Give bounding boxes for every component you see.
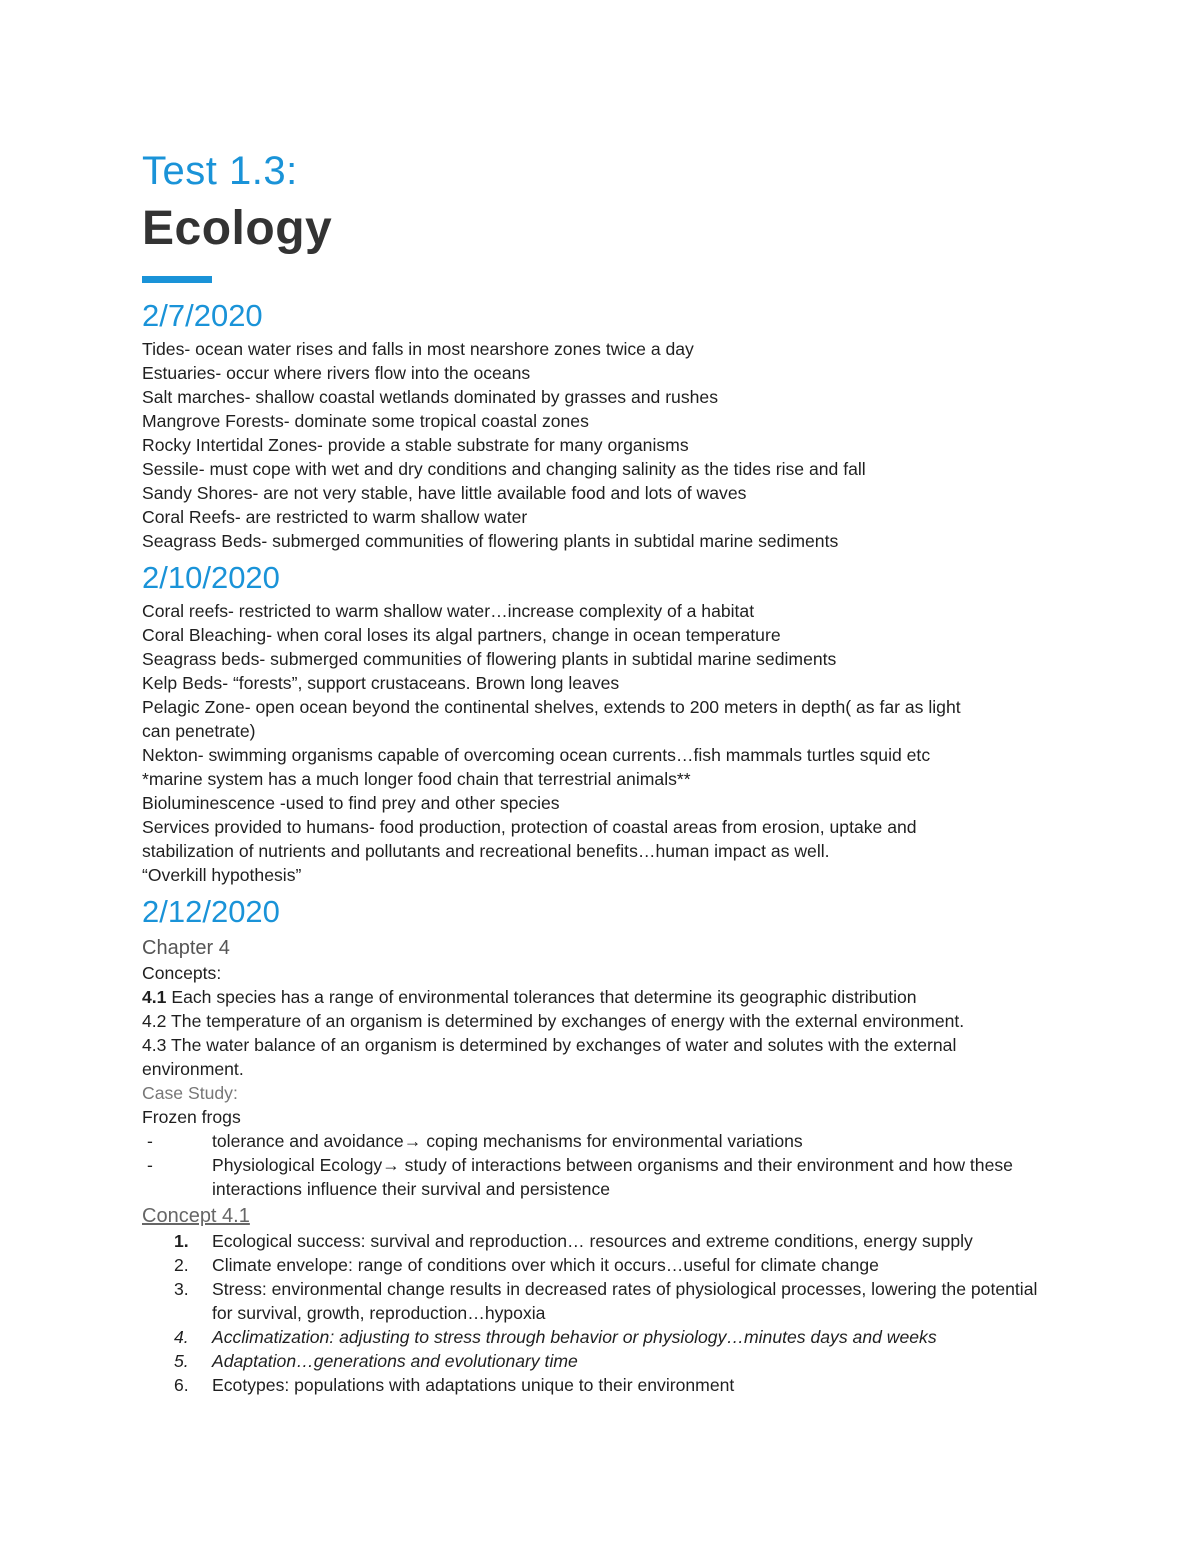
list-item xyxy=(142,1325,1062,1349)
note-line: Seagrass beds- submerged communities of flowering plants in subtidal marine sediments xyxy=(142,649,837,669)
note-line: Salt marches- shallow coastal wetlands dominated by grasses and rushes xyxy=(142,387,718,407)
list-number: 1. xyxy=(174,1231,189,1251)
document-title: Ecology xyxy=(142,202,333,255)
list-item xyxy=(142,1277,1062,1325)
concept-continuation: environment. xyxy=(142,1059,244,1079)
concept-line xyxy=(142,985,1062,1009)
note-line: stabilization of nutrients and pollutants and recreational benefits…human impact as well. xyxy=(142,841,830,861)
list-item-text: Ecological success: survival and reproduction… resources and extreme conditions, energy supply xyxy=(212,1231,973,1251)
note-line: Bioluminescence -used to find prey and other species xyxy=(142,793,560,813)
section-date-1: 2/7/2020 xyxy=(142,298,263,333)
note-line: Coral Bleaching- when coral loses its algal partners, change in ocean temperature xyxy=(142,625,781,645)
case-study-label: Case Study: xyxy=(142,1083,238,1103)
title-accent-rule xyxy=(142,276,212,283)
concept-text: The temperature of an organism is determined by exchanges of energy with the external environment. xyxy=(166,1011,965,1031)
note-line: Estuaries- occur where rivers flow into the oceans xyxy=(142,363,531,383)
note-line: Rocky Intertidal Zones- provide a stable substrate for many organisms xyxy=(142,435,689,455)
note-line: Seagrass Beds- submerged communities of flowering plants in subtidal marine sediments xyxy=(142,531,839,551)
note-line: can penetrate) xyxy=(142,721,256,741)
note-line: Services provided to humans- food production, protection of coastal areas from erosion, uptake and xyxy=(142,817,917,837)
concept-number: 4.2 xyxy=(142,1011,167,1031)
note-line: Mangrove Forests- dominate some tropical coastal zones xyxy=(142,411,589,431)
document-kicker: Test 1.3: xyxy=(142,149,298,193)
concept-number: 4.1 xyxy=(142,987,167,1007)
note-line: Coral Reefs- are restricted to warm shallow water xyxy=(142,507,528,527)
concepts-label: Concepts: xyxy=(142,963,222,983)
list-item xyxy=(142,1153,1062,1201)
list-item xyxy=(142,1349,1062,1373)
section-date-3: 2/12/2020 xyxy=(142,894,280,929)
list-number: 6. xyxy=(174,1375,189,1395)
chapter-heading: Chapter 4 xyxy=(142,937,230,959)
note-line: Nekton- swimming organisms capable of overcoming ocean currents…fish mammals turtles squid etc xyxy=(142,745,931,765)
concept-line xyxy=(142,1009,1062,1033)
list-item-text: Ecotypes: populations with adaptations unique to their environment xyxy=(212,1375,735,1395)
list-item xyxy=(142,1129,1062,1153)
note-line: Kelp Beds- “forests”, support crustaceans. Brown long leaves xyxy=(142,673,620,693)
list-item xyxy=(142,1229,1062,1253)
case-study-list xyxy=(142,1129,1062,1201)
concept-text: The water balance of an organism is determined by exchanges of water and solutes with the external xyxy=(166,1035,957,1055)
concept-heading: Concept 4.1 xyxy=(142,1205,250,1227)
list-item-text: tolerance and avoidance→ coping mechanisms for environmental variations xyxy=(212,1131,803,1151)
list-number: 4. xyxy=(174,1327,189,1347)
list-item xyxy=(142,1253,1062,1277)
note-line: Pelagic Zone- open ocean beyond the continental shelves, extends to 200 meters in depth( as far as light xyxy=(142,697,961,717)
list-dash: - xyxy=(147,1131,153,1151)
case-study-title: Frozen frogs xyxy=(142,1107,241,1127)
list-item xyxy=(142,1373,1062,1397)
list-item-text: Stress: environmental change results in decreased rates of physiological processes, lowering the potential for survival, growth, reproduction…hypoxia xyxy=(212,1279,1038,1323)
concept-number: 4.3 xyxy=(142,1035,167,1055)
concept-text: Each species has a range of environmental tolerances that determine its geographic distribution xyxy=(166,987,917,1007)
list-item-text: Acclimatization: adjusting to stress through behavior or physiology…minutes days and weeks xyxy=(212,1327,937,1347)
list-number: 3. xyxy=(174,1279,189,1299)
note-line: Sessile- must cope with wet and dry conditions and changing salinity as the tides rise and fall xyxy=(142,459,866,479)
note-line: “Overkill hypothesis” xyxy=(142,865,302,885)
list-number: 5. xyxy=(174,1351,189,1371)
note-line: Tides- ocean water rises and falls in most nearshore zones twice a day xyxy=(142,339,694,359)
note-line: Coral reefs- restricted to warm shallow water…increase complexity of a habitat xyxy=(142,601,755,621)
list-item-text: Adaptation…generations and evolutionary time xyxy=(212,1351,578,1371)
list-item-text: Physiological Ecology→ study of interactions between organisms and their environment and how these interactions influence their survival and persistence xyxy=(212,1155,1013,1199)
concept-numbered-list xyxy=(142,1229,1062,1397)
section-1-notes xyxy=(142,337,1062,553)
note-line: Sandy Shores- are not very stable, have little available food and lots of waves xyxy=(142,483,747,503)
list-dash: - xyxy=(147,1155,153,1175)
list-number: 2. xyxy=(174,1255,189,1275)
document-content xyxy=(142,148,1062,1397)
concept-line xyxy=(142,1033,1062,1057)
section-2-notes xyxy=(142,599,1062,887)
note-line: *marine system has a much longer food chain that terrestrial animals** xyxy=(142,769,691,789)
list-item-text: Climate envelope: range of conditions over which it occurs…useful for climate change xyxy=(212,1255,879,1275)
section-date-2: 2/10/2020 xyxy=(142,560,280,595)
